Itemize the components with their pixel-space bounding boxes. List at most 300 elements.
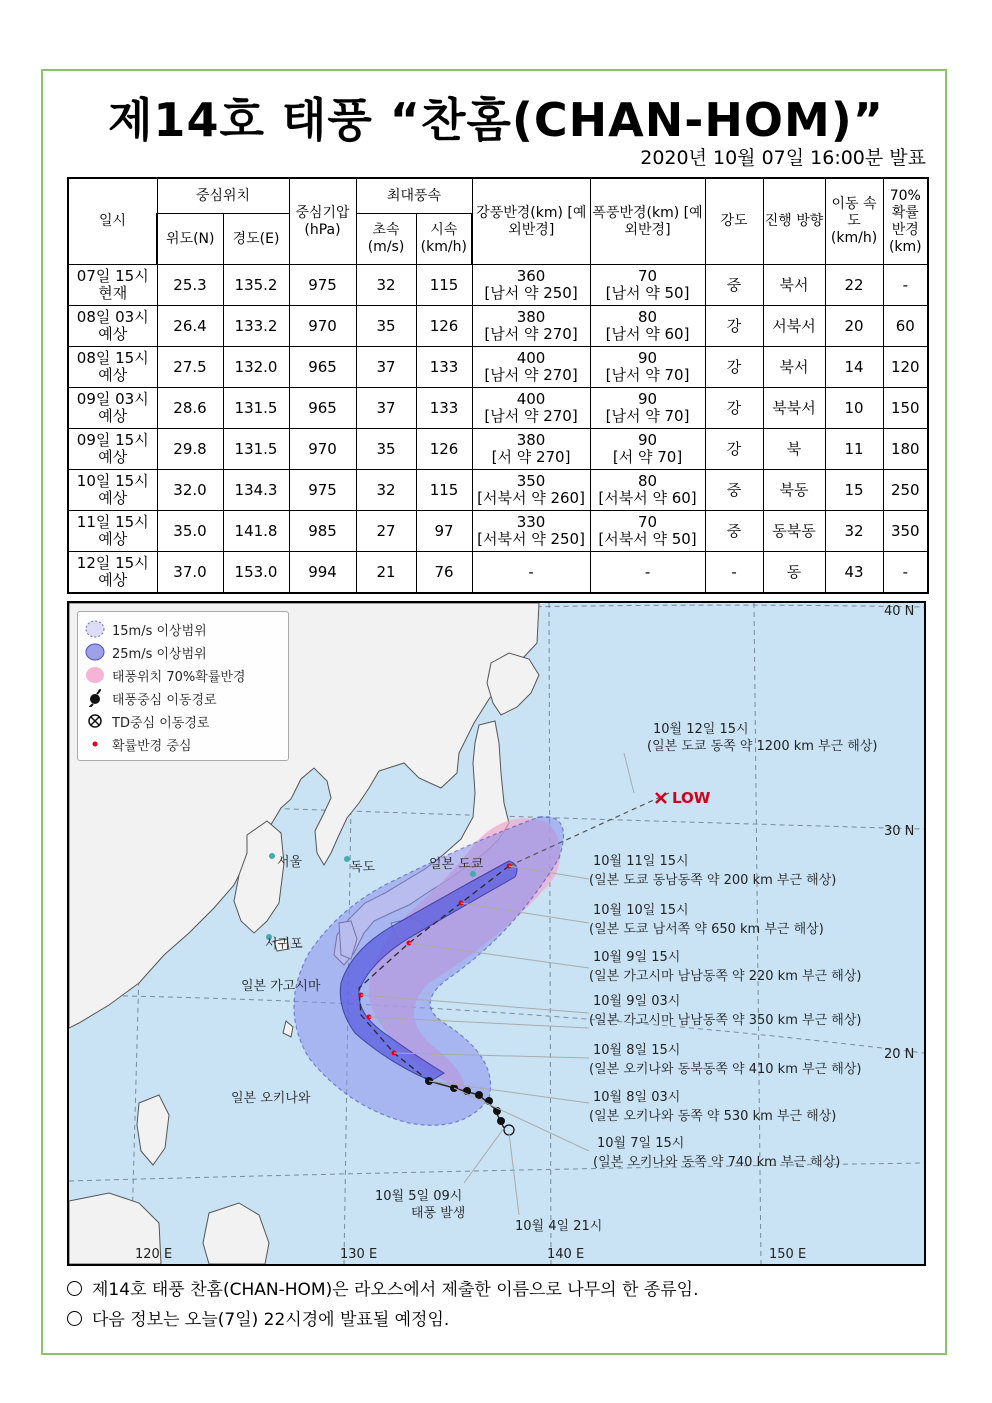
gale-cell <box>472 265 590 306</box>
lon-cell-line: 132.0 <box>234 357 278 376</box>
anno-9-15-desc: (일본 가고시마 남남동쪽 약 220 km 부근 해상) <box>589 969 862 984</box>
intensity-cell-line: 강 <box>726 316 742 335</box>
wind-ms-cell <box>356 347 416 388</box>
time-cell-line: 예상 <box>98 571 128 589</box>
notes <box>67 1275 698 1335</box>
wind-kmh-cell <box>416 306 472 347</box>
typhoon-symbol-icon <box>84 689 106 707</box>
table-row <box>68 306 928 347</box>
direction-cell <box>763 429 825 470</box>
wind-ms-cell-line: 32 <box>376 275 396 294</box>
lat-cell <box>157 429 223 470</box>
speed-cell <box>825 470 883 511</box>
speed-cell <box>825 306 883 347</box>
anno-10-date: 10월 10일 15시 <box>593 903 689 918</box>
storm-cell-line: - <box>644 562 651 581</box>
header-max-wind: 최대풍속 <box>356 178 472 214</box>
place-dokdo: 독도 <box>350 860 376 875</box>
anno-12-desc: (일본 도쿄 동쪽 약 1200 km 부근 해상) <box>647 739 878 754</box>
time-cell-line: 현재 <box>98 284 128 302</box>
speed-cell <box>825 388 883 429</box>
gale-cell-line: 400 <box>516 390 546 408</box>
anno-9-03-date: 10월 9일 03시 <box>593 994 681 1009</box>
direction-cell-line: 동북동 <box>772 521 816 540</box>
intensity-cell <box>705 388 763 429</box>
time-cell-line: 08일 03시 <box>76 308 149 326</box>
td-symbol-icon <box>84 712 106 730</box>
prob-cell <box>883 388 928 429</box>
prob-cell-line: 120 <box>890 357 920 376</box>
intensity-cell-line: 강 <box>726 357 742 376</box>
speed-cell-line: 22 <box>844 275 864 294</box>
gale-cell <box>472 552 590 594</box>
wind-kmh-cell <box>416 388 472 429</box>
pressure-cell <box>289 388 356 429</box>
gale-cell-line: 380 <box>516 431 546 449</box>
gale-cell-line: [남서 약 270] <box>484 366 578 384</box>
lat-cell-line: 35.0 <box>173 521 207 540</box>
direction-cell-line: 북서 <box>779 357 809 376</box>
place-seoul: 서울 <box>277 855 303 870</box>
wind-kmh-cell-line: 133 <box>429 357 459 376</box>
lon-cell <box>223 429 289 470</box>
prob-cell <box>883 306 928 347</box>
time-cell <box>68 429 157 470</box>
wind-kmh-cell <box>416 511 472 552</box>
typhoon-track-map <box>67 601 926 1266</box>
intensity-cell <box>705 470 763 511</box>
wind-ms-cell <box>356 511 416 552</box>
issued-time: 2020년 10월 07일 16:00분 발표 <box>640 147 926 169</box>
legend-label: 태풍위치 70%확률반경 <box>112 669 246 685</box>
storm-cell-line: [남서 약 60] <box>605 325 690 343</box>
wind-ms-cell-line: 37 <box>376 398 396 417</box>
place-seogwipo: 서귀포 <box>265 937 303 952</box>
gale-cell-line: 330 <box>516 513 546 531</box>
direction-cell-line: 북북서 <box>772 398 816 417</box>
prob-cell <box>883 265 928 306</box>
header-pressure: 중심기압 (hPa) <box>289 178 356 265</box>
prob-cell-line: 350 <box>890 521 920 540</box>
header-wind-ms: 초속 (m/s) <box>356 214 416 265</box>
lat-cell <box>157 306 223 347</box>
header-storm-radius: 폭풍반경(km) [예외반경] <box>590 178 705 265</box>
storm-cell-line: 70 <box>637 513 658 531</box>
time-cell-line: 예상 <box>98 448 128 466</box>
lon-cell-line: 135.2 <box>234 275 278 294</box>
direction-cell <box>763 306 825 347</box>
storm-cell-line: 90 <box>637 431 658 449</box>
lon-cell <box>223 347 289 388</box>
anno-9-15-date: 10월 9일 15시 <box>593 950 681 965</box>
pressure-cell <box>289 265 356 306</box>
wind-kmh-cell-line: 97 <box>434 521 454 540</box>
lat-cell-line: 37.0 <box>173 562 207 581</box>
lon-cell-line: 134.3 <box>234 480 278 499</box>
time-cell <box>68 388 157 429</box>
lat-label-20: 20 N <box>884 1047 915 1062</box>
speed-cell-line: 14 <box>844 357 864 376</box>
legend-label: 태풍중심 이동경로 <box>112 692 217 708</box>
speed-cell <box>825 511 883 552</box>
time-cell <box>68 306 157 347</box>
gale-cell-line: [남서 약 270] <box>484 325 578 343</box>
wind-kmh-cell-line: 126 <box>429 316 459 335</box>
wind-kmh-cell <box>416 470 472 511</box>
wind-ms-cell-line: 21 <box>376 562 396 581</box>
lon-cell-line: 131.5 <box>234 439 278 458</box>
gale-cell-line: [남서 약 270] <box>484 407 578 425</box>
wind-ms-cell <box>356 306 416 347</box>
storm-cell <box>590 470 705 511</box>
lon-cell <box>223 552 289 594</box>
lon-label-150: 150 E <box>769 1247 807 1262</box>
time-cell <box>68 265 157 306</box>
gale-cell <box>472 470 590 511</box>
red-dot-icon <box>84 735 106 753</box>
time-cell-line: 07일 15시 <box>76 267 149 285</box>
low-label: LOW <box>672 789 711 807</box>
pressure-cell-line: 975 <box>308 480 337 499</box>
gale-cell-line: - <box>528 562 534 581</box>
time-cell-line: 08일 15시 <box>76 349 149 367</box>
wind-ms-cell-line: 35 <box>376 316 396 335</box>
anno-8-15-date: 10월 8일 15시 <box>593 1043 681 1058</box>
lon-cell <box>223 511 289 552</box>
circle-bullet-icon <box>67 1311 82 1326</box>
time-cell-line: 예상 <box>98 530 128 548</box>
lat-cell <box>157 470 223 511</box>
table-row <box>68 347 928 388</box>
lat-cell-line: 32.0 <box>173 480 207 499</box>
intensity-cell-line: 중 <box>726 275 742 294</box>
header-lon: 경도(E) <box>223 214 289 265</box>
wind-kmh-cell <box>416 347 472 388</box>
lon-cell <box>223 470 289 511</box>
time-cell <box>68 470 157 511</box>
gale-cell <box>472 511 590 552</box>
wind-kmh-cell-line: 126 <box>429 439 459 458</box>
anno-7-15-desc: (일본 오키나와 동쪽 약 740 km 부근 해상) <box>593 1155 841 1170</box>
prob-cell <box>883 470 928 511</box>
intensity-cell-line: - <box>731 562 737 581</box>
storm-cell-line: [남서 약 50] <box>605 284 690 302</box>
time-cell-line: 09일 15시 <box>76 431 149 449</box>
direction-cell <box>763 470 825 511</box>
direction-cell-line: 서북서 <box>772 316 816 335</box>
speed-cell-line: 32 <box>844 521 864 540</box>
pressure-cell-line: 970 <box>308 316 337 335</box>
time-cell-line: 예상 <box>98 325 128 343</box>
forecast-table <box>67 177 929 594</box>
note-text: 제14호 태풍 찬홈(CHAN-HOM)은 라오스에서 제출한 이름으로 나무의 한 종류임. <box>92 1280 699 1300</box>
legend-item <box>84 618 207 640</box>
wind-kmh-cell <box>416 552 472 594</box>
legend-label: TD중심 이동경로 <box>112 715 210 731</box>
legend-label: 확률반경 중심 <box>112 738 192 754</box>
header-intensity: 강도 <box>705 178 763 265</box>
light-circle-icon <box>84 620 106 638</box>
lon-label-130: 130 E <box>340 1247 378 1262</box>
header-datetime: 일시 <box>68 178 157 265</box>
storm-cell-line: [남서 약 70] <box>605 407 690 425</box>
place-dot-seoul <box>269 853 275 859</box>
wind-ms-cell-line: 27 <box>376 521 396 540</box>
wind-ms-cell <box>356 388 416 429</box>
wind-kmh-cell <box>416 265 472 306</box>
gale-cell <box>472 306 590 347</box>
lat-cell-line: 25.3 <box>173 275 207 294</box>
speed-cell <box>825 265 883 306</box>
typhoon-track-point <box>475 1091 483 1099</box>
lon-cell <box>223 388 289 429</box>
genesis-label: 태풍 발생 <box>411 1206 466 1221</box>
direction-cell <box>763 552 825 594</box>
note-item <box>67 1305 698 1335</box>
header-wind-kmh: 시속 (km/h) <box>416 214 472 265</box>
lon-cell <box>223 265 289 306</box>
gale-cell-line: 380 <box>516 308 546 326</box>
lat-cell-line: 28.6 <box>173 398 207 417</box>
wind-ms-cell <box>356 470 416 511</box>
storm-cell-line: 90 <box>637 390 658 408</box>
pressure-cell <box>289 347 356 388</box>
time-cell-line: 예상 <box>98 489 128 507</box>
lat-label-40: 40 N <box>884 604 915 619</box>
time-cell-line: 12일 15시 <box>76 554 149 572</box>
note-item <box>67 1275 698 1305</box>
anno-8-03-desc: (일본 오키나와 동쪽 약 530 km 부근 해상) <box>589 1109 837 1124</box>
lon-cell-line: 133.2 <box>234 316 278 335</box>
speed-cell-line: 15 <box>844 480 864 499</box>
intensity-cell <box>705 511 763 552</box>
lon-label-120: 120 E <box>135 1247 173 1262</box>
pink-circle-icon <box>84 666 106 684</box>
pressure-cell-line: 975 <box>308 275 337 294</box>
anno-7-15-date: 10월 7일 15시 <box>597 1136 685 1151</box>
intensity-cell-line: 강 <box>726 439 742 458</box>
wind-kmh-cell-line: 115 <box>429 480 459 499</box>
time-cell-line: 예상 <box>98 407 128 425</box>
lat-cell <box>157 265 223 306</box>
wind-ms-cell-line: 37 <box>376 357 396 376</box>
time-cell-line: 09일 03시 <box>76 390 149 408</box>
prob-cell-line: 180 <box>890 439 920 458</box>
intensity-cell <box>705 347 763 388</box>
lat-cell <box>157 511 223 552</box>
prob-cell <box>883 429 928 470</box>
wind-kmh-cell-line: 133 <box>429 398 459 417</box>
speed-cell-line: 43 <box>844 562 864 581</box>
direction-cell-line: 동 <box>786 562 802 581</box>
direction-cell <box>763 388 825 429</box>
wind-ms-cell <box>356 429 416 470</box>
storm-cell <box>590 388 705 429</box>
genesis-date: 10월 5일 09시 <box>375 1189 463 1204</box>
time-cell <box>68 552 157 594</box>
lon-cell <box>223 306 289 347</box>
direction-cell <box>763 347 825 388</box>
pressure-cell-line: 994 <box>308 562 337 581</box>
wind-kmh-cell <box>416 429 472 470</box>
header-prob-radius: 70% 확률 반경 (km) <box>883 178 928 265</box>
lat-cell <box>157 347 223 388</box>
time-cell <box>68 511 157 552</box>
prob-cell-line: 150 <box>890 398 920 417</box>
gale-cell-line: [남서 약 250] <box>484 284 578 302</box>
pressure-cell <box>289 552 356 594</box>
table-row <box>68 511 928 552</box>
intensity-cell-line: 강 <box>726 398 742 417</box>
lat-cell-line: 27.5 <box>173 357 207 376</box>
wind-ms-cell <box>356 265 416 306</box>
typhoon-track-point <box>497 1117 505 1125</box>
intensity-cell <box>705 552 763 594</box>
intensity-cell <box>705 265 763 306</box>
anno-11-date: 10월 11일 15시 <box>593 854 689 869</box>
storm-cell-line: 80 <box>637 308 658 326</box>
pressure-cell-line: 970 <box>308 439 337 458</box>
lon-cell-line: 141.8 <box>234 521 278 540</box>
gale-cell-line: [서북서 약 250] <box>477 530 585 548</box>
legend-item <box>84 733 191 755</box>
gale-cell-line: 400 <box>516 349 546 367</box>
table-row <box>68 429 928 470</box>
direction-cell-line: 북 <box>786 439 802 458</box>
anno-8-03-date: 10월 8일 03시 <box>593 1090 681 1105</box>
storm-cell <box>590 552 705 594</box>
pressure-cell <box>289 511 356 552</box>
pressure-cell-line: 985 <box>308 521 337 540</box>
lon-cell-line: 131.5 <box>234 398 278 417</box>
note-text: 다음 정보는 오늘(7일) 22시경에 발표될 예정임. <box>92 1310 450 1330</box>
wind-ms-cell <box>356 552 416 594</box>
pressure-cell <box>289 306 356 347</box>
gale-cell-line: 360 <box>516 267 546 285</box>
storm-cell-line: 70 <box>637 267 658 285</box>
direction-cell-line: 북동 <box>779 480 809 499</box>
legend-label: 25m/s 이상범위 <box>112 646 207 662</box>
storm-cell-line: 80 <box>637 472 658 490</box>
wind-kmh-cell-line: 76 <box>434 562 454 581</box>
storm-cell <box>590 347 705 388</box>
gale-cell <box>472 347 590 388</box>
anno-10-desc: (일본 도쿄 남서쪽 약 650 km 부근 해상) <box>589 922 824 937</box>
wind-ms-cell-line: 35 <box>376 439 396 458</box>
anno-8-15-desc: (일본 오키나와 동북동쪽 약 410 km 부근 해상) <box>589 1062 862 1077</box>
gale-cell-line: [서북서 약 260] <box>477 489 585 507</box>
prob-cell-line: - <box>902 562 908 581</box>
prob-cell <box>883 511 928 552</box>
prob-cell-line: 60 <box>895 316 915 335</box>
storm-cell <box>590 265 705 306</box>
place-okinawa: 일본 오키나와 <box>231 1091 311 1106</box>
place-tokyo: 일본 도쿄 <box>429 857 484 872</box>
storm-cell-line: [서북서 약 50] <box>598 530 697 548</box>
table-row <box>68 388 928 429</box>
map-legend <box>77 611 289 761</box>
legend-item <box>84 710 209 732</box>
lat-cell <box>157 552 223 594</box>
anno-11-desc: (일본 도쿄 동남동쪽 약 200 km 부근 해상) <box>589 873 837 888</box>
time-cell-line: 예상 <box>98 366 128 384</box>
wind-ms-cell-line: 32 <box>376 480 396 499</box>
storm-cell-line: 90 <box>637 349 658 367</box>
header-center-position: 중심위치 <box>157 178 289 214</box>
storm-cell <box>590 306 705 347</box>
circle-bullet-icon <box>67 1281 82 1296</box>
header-lat: 위도(N) <box>157 214 223 265</box>
table-row <box>68 552 928 594</box>
gale-cell <box>472 429 590 470</box>
intensity-cell <box>705 429 763 470</box>
speed-cell-line: 20 <box>844 316 864 335</box>
direction-cell <box>763 511 825 552</box>
intensity-cell-line: 중 <box>726 521 742 540</box>
header-speed: 이동 속도 (km/h) <box>825 178 883 265</box>
legend-item <box>84 641 207 663</box>
td-date: 10월 4일 21시 <box>515 1219 603 1234</box>
prob-cell <box>883 347 928 388</box>
speed-cell-line: 10 <box>844 398 864 417</box>
blue-circle-icon <box>84 643 106 661</box>
prob-cell-line: - <box>902 275 908 294</box>
lon-label-140: 140 E <box>547 1247 585 1262</box>
header-gale-radius: 강풍반경(km) [예외반경] <box>472 178 590 265</box>
place-kagoshima: 일본 가고시마 <box>241 979 321 994</box>
gale-cell-line: 350 <box>516 472 546 490</box>
pressure-cell <box>289 429 356 470</box>
direction-cell-line: 북서 <box>779 275 809 294</box>
intensity-cell <box>705 306 763 347</box>
lat-cell-line: 29.8 <box>173 439 207 458</box>
pressure-cell <box>289 470 356 511</box>
legend-item <box>84 687 217 709</box>
wind-kmh-cell-line: 115 <box>429 275 459 294</box>
direction-cell <box>763 265 825 306</box>
gale-cell-line: [서 약 270] <box>491 448 571 466</box>
storm-cell-line: [남서 약 70] <box>605 366 690 384</box>
table-row <box>68 470 928 511</box>
legend-item <box>84 664 246 686</box>
anno-12-date: 10월 12일 15시 <box>653 722 749 737</box>
legend-label: 15m/s 이상범위 <box>112 623 207 639</box>
speed-cell <box>825 429 883 470</box>
storm-cell-line: [서북서 약 60] <box>598 489 697 507</box>
page-title: 제14호 태풍 “찬홈(CHAN-HOM)” <box>108 93 884 147</box>
speed-cell-line: 11 <box>844 439 864 458</box>
lon-cell-line: 153.0 <box>234 562 278 581</box>
intensity-cell-line: 중 <box>726 480 742 499</box>
prob-cell-line: 250 <box>890 480 920 499</box>
table-row <box>68 265 928 306</box>
storm-cell <box>590 429 705 470</box>
gale-cell <box>472 388 590 429</box>
prob-cell <box>883 552 928 594</box>
lat-label-30: 30 N <box>884 824 915 839</box>
speed-cell <box>825 552 883 594</box>
time-cell-line: 11일 15시 <box>76 513 149 531</box>
time-cell-line: 10일 15시 <box>76 472 149 490</box>
pressure-cell-line: 965 <box>308 357 337 376</box>
speed-cell <box>825 347 883 388</box>
anno-9-03-desc: (일본 가고시마 남남동쪽 약 350 km 부근 해상) <box>589 1013 862 1028</box>
storm-cell <box>590 511 705 552</box>
lat-cell-line: 26.4 <box>173 316 207 335</box>
time-cell <box>68 347 157 388</box>
pressure-cell-line: 965 <box>308 398 337 417</box>
lat-cell <box>157 388 223 429</box>
